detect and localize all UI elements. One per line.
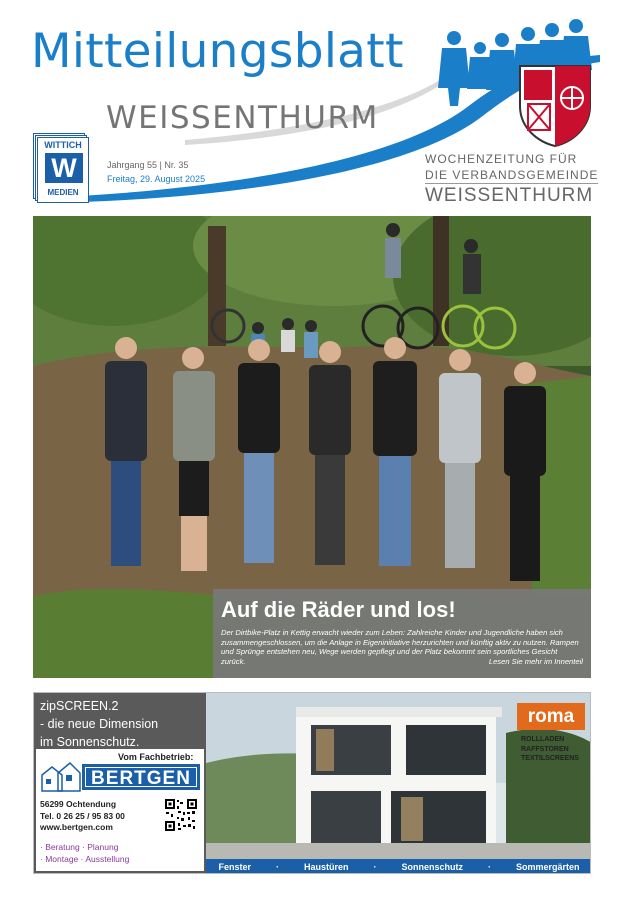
publisher-logo-mark: W: [45, 153, 83, 183]
ad-bar-item: Sommergärten: [515, 862, 580, 872]
ad-slogan-line-2: - die neue Dimension: [40, 717, 159, 731]
dealer-intro: Vom Fachbetrieb:: [118, 752, 194, 762]
ad-bar-separator: ·: [487, 862, 491, 872]
qr-code-icon[interactable]: [164, 798, 198, 832]
ad-slogan-line-1: zipSCREEN.2: [40, 699, 119, 713]
advertisement: [33, 692, 591, 874]
weekly-line-1: WOCHENZEITUNG FÜR: [425, 152, 578, 166]
manufacturer-product: TEXTILSCREENS: [521, 755, 579, 762]
cover-text-body: Der Dirtbike-Platz in Kettig erwacht wieder zum Leben: Zahlreiche Kinder und Jugendliche haben sich zusammengeschlossen, um die Anlage in Eigeninitiative herzurichten und künftig aktiv zu nutzen. Rampen und Sprünge entstehen neu, Wege werden gepflegt und der Platz bekommt sein sportliches Gesicht zurück.: [221, 628, 579, 666]
ad-product-bar: [206, 859, 591, 874]
dealer-services-line-2: · Montage · Ausstellung: [40, 854, 130, 864]
cover-text: [221, 628, 583, 666]
newspaper-subtitle: WEISSENTHURM: [106, 100, 379, 136]
dealer-phone: Tel. 0 26 25 / 95 83 00: [40, 810, 125, 821]
publisher-logo-bottom: MEDIEN: [47, 188, 79, 197]
houses-icon: [40, 761, 82, 793]
manufacturer-products: [521, 735, 579, 764]
ad-bar-separator: ·: [373, 862, 377, 872]
ad-slogan-line-3: im Sonnenschutz.: [40, 735, 140, 749]
ad-bar-item: Fenster: [218, 862, 251, 872]
manufacturer-product: RAFFSTOREN: [521, 745, 569, 753]
dealer-services: [40, 841, 129, 865]
read-more-note: Lesen Sie mehr im Innenteil: [488, 656, 583, 666]
ad-house-image: [206, 693, 591, 873]
dealer-box: [36, 749, 204, 871]
dealer-logo: BERTGEN: [82, 764, 200, 790]
ad-bar-item: Haustüren: [303, 862, 349, 872]
cover-story-box: [213, 589, 591, 678]
issue-date: Freitag, 29. August 2025: [107, 174, 206, 184]
ad-bar-separator: ·: [275, 862, 279, 872]
coat-of-arms-icon: [516, 62, 594, 148]
cover-photo: [33, 216, 591, 678]
dealer-website[interactable]: www.bertgen.com: [40, 822, 113, 832]
newspaper-title: Mitteilungsblatt: [31, 24, 404, 79]
ad-slogan: [40, 697, 158, 751]
ad-bar-item: Sonnenschutz: [401, 862, 463, 872]
publisher-logo-top: WITTICH: [44, 140, 82, 150]
dealer-address: 56299 Ochtendung: [40, 799, 117, 809]
manufacturer-product: ROLLLADEN: [521, 736, 565, 743]
cover-headline: Auf die Räder und los!: [221, 597, 456, 622]
masthead: [0, 0, 625, 215]
manufacturer-logo: roma: [517, 703, 585, 730]
ad-left-panel: [34, 693, 206, 873]
issue-number: Jahrgang 55 | Nr. 35: [107, 160, 189, 170]
weekly-line-2: DIE VERBANDSGEMEINDE: [425, 168, 599, 182]
publisher-logo: [33, 133, 89, 203]
weekly-line-3: WEISSENTHURM: [425, 185, 594, 206]
dealer-contact: [40, 799, 125, 834]
dealer-services-line-1: · Beratung · Planung: [40, 842, 119, 852]
